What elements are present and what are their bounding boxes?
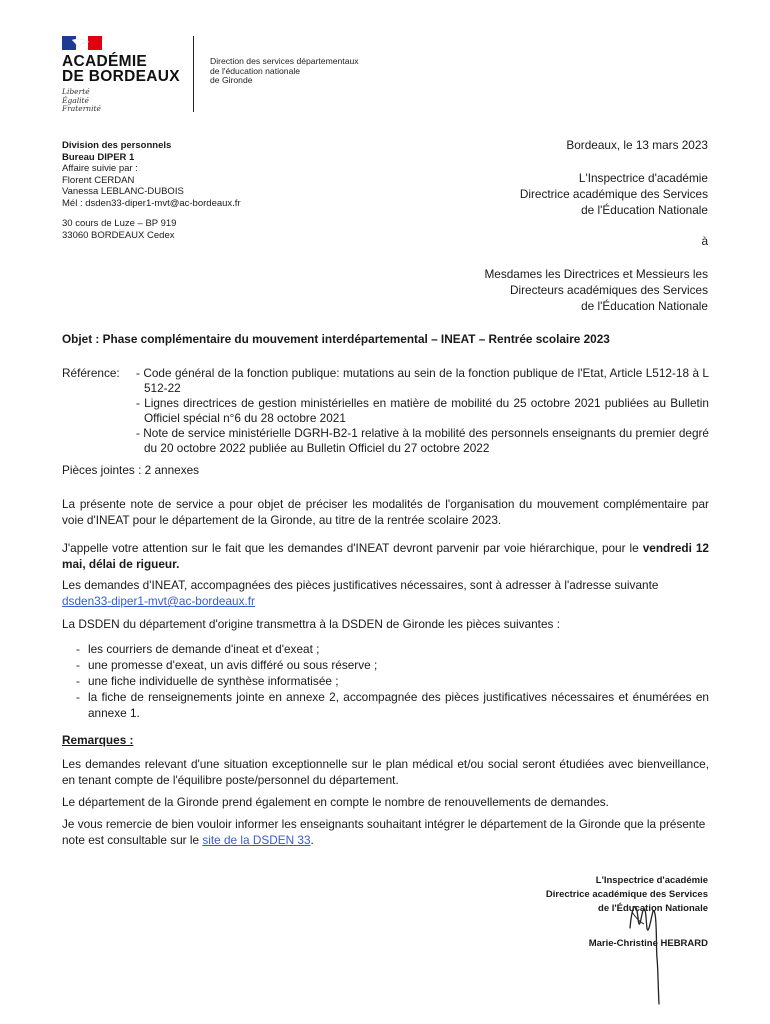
recipients-block [484, 266, 708, 314]
motto-line: Liberté [62, 87, 90, 96]
list-item: - une promesse d'exeat, un avis différé ou sous réserve ; [74, 657, 709, 673]
postal-address-line: 30 cours de Luze – BP 919 [62, 218, 177, 229]
motto-line: Égalité [62, 95, 89, 105]
department-line: de l'éducation nationale [210, 65, 301, 76]
date-line: Bordeaux, le 13 mars 2023 [566, 138, 708, 152]
deadline-date: vendredi 12 mai, délai de rigueur. [62, 541, 709, 571]
reference-list [136, 366, 709, 456]
signature-title-line: L'Inspectrice d'académie [595, 875, 708, 886]
reference-item: - Note de service ministérielle DGRH-B2-1 relative à la mobilité des personnels enseignants du premier degré du 20 octobre 2022 publiée au Bulletin Officiel du 27 octobre 2022 [136, 426, 709, 455]
from-line: L'Inspectrice d'académie [578, 171, 708, 185]
academy-name-line1: ACADÉMIE [62, 53, 148, 70]
dsden-site-link[interactable]: site de la DSDEN 33 [202, 833, 311, 847]
from-line: de l'Éducation Nationale [581, 203, 708, 217]
attachments-line: Pièces jointes : 2 annexes [62, 463, 200, 477]
header-divider [193, 36, 194, 112]
paragraph-transmit: La DSDEN du département d'origine transmettra à la DSDEN de Gironde les pièces suivantes : [62, 617, 560, 631]
remarks-heading: Remarques : [62, 733, 134, 747]
sender-block [62, 140, 312, 241]
list-item: - une fiche individuelle de synthèse informatisée ; [74, 673, 709, 689]
email-link[interactable]: dsden33-diper1-mvt@ac-bordeaux.fr [62, 594, 255, 608]
list-item: - la fiche de renseignements jointe en annexe 2, accompagnée des pièces justificatives nécessaires et énumérées en annexe 1. [74, 689, 709, 721]
address-text: Les demandes d'INEAT, accompagnées des pièces justificatives nécessaires, sont à adresser à l'adresse suivante [62, 578, 659, 592]
remark-paragraph [62, 816, 712, 848]
from-block [520, 170, 708, 218]
division-name: Division des personnels [62, 140, 172, 151]
academy-name-line2: DE BORDEAUX [62, 68, 180, 85]
signature-title-line: Directrice académique des Services [545, 889, 708, 900]
paragraph-purpose: La présente note de service a pour objet de préciser les modalités de l'organisation du mouvement complémentaire par voie d'INEAT pour le département de la Gironde, au titre de la rentrée scolaire 2023. [62, 497, 709, 527]
followed-by-label: Affaire suivie par : [62, 163, 138, 174]
from-line: Directrice académique des Services [519, 187, 708, 201]
postal-address-line: 33060 BORDEAUX Cedex [62, 229, 175, 241]
reference-label: Référence: [62, 366, 120, 380]
documents-list [74, 641, 709, 721]
to-word: à [701, 234, 708, 248]
reference-item: - Code général de la fonction publique: mutations au sein de la fonction publique de l'Etat, Article L512-18 à L 512-22 [136, 366, 709, 395]
remark-paragraph: Les demandes relevant d'une situation exceptionnelle sur le plan médical et/ou social seront étudiées avec bienveillance, en tenant compte de l'équilibre poste/personnel du département. [62, 757, 709, 787]
remark-text: Je vous remercie de bien vouloir informer les enseignants souhaitant intégrer le département de la Gironde que la présente note est consultable sur le [62, 817, 706, 847]
remark-end: . [310, 833, 314, 847]
recipient-line: Mesdames les Directrices et Messieurs les [484, 267, 708, 281]
remark-paragraph: Le département de la Gironde prend également en compte le nombre de renouvellements de demandes. [62, 795, 609, 809]
paragraph-deadline [62, 540, 709, 572]
republic-motto [62, 88, 101, 114]
recipient-line: Directeurs académiques des Services [509, 283, 708, 297]
department-line: de Gironde [210, 75, 253, 86]
contact-person: Florent CERDAN [62, 174, 135, 186]
signature-title-line: de l'Éducation Nationale [598, 903, 708, 914]
list-item: - les courriers de demande d'ineat et d'exeat ; [74, 641, 709, 657]
reference-item: - Lignes directrices de gestion ministérielles en matière de mobilité du 25 octobre 2021 publiées au Bulletin Officiel spécial n°6 du 28 octobre 2021 [136, 396, 709, 425]
contact-email: Mél : dsden33-diper1-mvt@ac-bordeaux.fr [62, 197, 241, 209]
bureau-name: Bureau DIPER 1 [62, 151, 135, 163]
marianne-flag-logo [62, 36, 102, 50]
department-name [210, 57, 359, 86]
handwritten-signature [612, 888, 672, 1008]
paragraph-address [62, 577, 712, 609]
motto-line: Fraternité [62, 104, 101, 113]
recipient-line: de l'Éducation Nationale [581, 299, 708, 313]
signatory-name: Marie-Christine HEBRARD [588, 938, 708, 949]
department-line: Direction des services départementaux [210, 56, 359, 66]
subject-line: Objet : Phase complémentaire du mouvement interdépartemental – INEAT – Rentrée scolaire 2023 [62, 332, 610, 346]
deadline-text: J'appelle votre attention sur le fait que les demandes d'INEAT devront parvenir par voie hiérarchique, pour le [62, 541, 643, 555]
contact-person: Vanessa LEBLANC-DUBOIS [62, 186, 184, 197]
